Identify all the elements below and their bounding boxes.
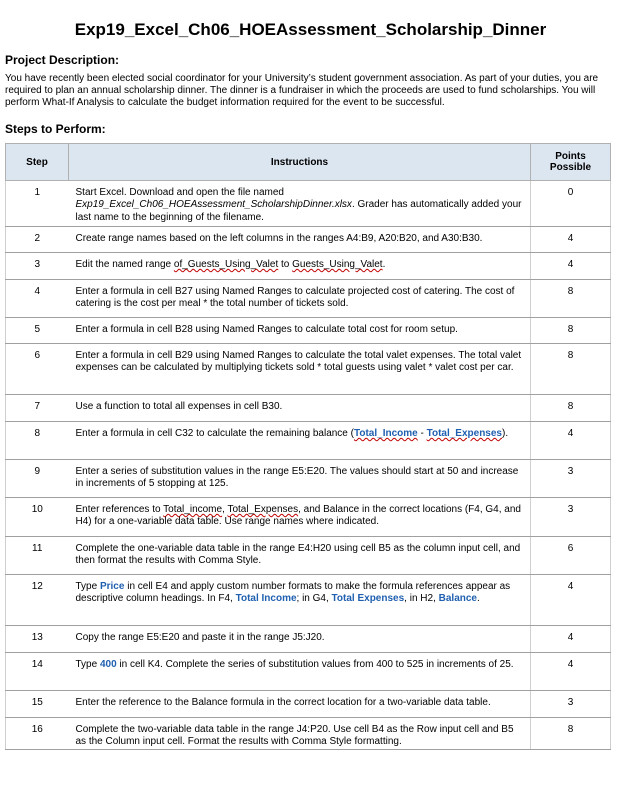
instruction-fragment: Edit the named range [75,259,174,270]
instruction-text [69,653,531,691]
table-row [6,575,611,626]
table-row [6,653,611,691]
instruction-text [69,691,531,718]
instruction-text [69,344,531,395]
instruction-text [69,575,531,626]
instruction-text [69,626,531,653]
points-value: 6 [531,537,611,575]
instruction-fragment: , and Balance in the correct locations (F4, G4, and H4) for a one-variable data table. Use range names where indicated. [75,504,521,528]
instruction-fragment: Enter a formula in cell B29 using Named Ranges to calculate the total valet expenses. The total valet expenses can be calculated by multiplying tickets sold * total guests using valet * valet cost per car. [75,350,522,374]
step-number: 2 [6,227,69,253]
points-value: 3 [531,691,611,718]
table-row [6,318,611,344]
instruction-fragment: Balance [438,593,477,605]
table-row [6,344,611,395]
step-number: 1 [6,181,69,227]
instruction-fragment: Complete the one-variable data table in the range E4:H20 using cell B5 as the column input cell, and then format the results with Comma Style. [75,543,521,567]
instruction-fragment: Total_Income [353,428,418,439]
instruction-fragment: Price [99,581,125,592]
steps-heading: Steps to Perform: [5,122,106,136]
instruction-fragment: Use a function to total all expenses in cell B30. [75,401,283,412]
points-value: 8 [531,344,611,395]
header-points: Points Possible [531,144,611,181]
instruction-fragment: Enter a formula in cell B28 using Named Ranges to calculate total cost for room setup. [75,324,458,335]
points-value: 8 [531,395,611,422]
step-number: 7 [6,395,69,422]
instruction-text [69,460,531,498]
instruction-text [69,253,531,280]
points-value: 4 [531,422,611,460]
step-number: 16 [6,718,69,750]
step-number: 9 [6,460,69,498]
points-value: 3 [531,498,611,537]
instruction-text [69,280,531,318]
instruction-fragment: to [278,259,293,270]
table-row [6,253,611,280]
header-instructions: Instructions [69,144,531,181]
instruction-text [69,395,531,422]
instruction-fragment: - [417,428,427,439]
instruction-fragment: Enter the reference to the Balance formula in the correct location for a two-variable data table. [75,697,491,708]
instruction-fragment: . [382,259,386,270]
step-number: 3 [6,253,69,280]
header-step: Step [6,144,69,181]
instruction-fragment: in cell K4. Complete the series of substitution values from 400 to 525 in increments of 25. [116,659,514,670]
step-number: 15 [6,691,69,718]
step-number: 13 [6,626,69,653]
instruction-fragment: Enter a formula in cell C32 to calculate the remaining balance ( [75,428,354,439]
instruction-fragment: Complete the two-variable data table in the range J4:P20. Use cell B4 as the Row input cell and B5 as the Column input cell. Format the results with Comma Style formatting. [75,724,514,748]
points-value: 4 [531,575,611,626]
step-number: 5 [6,318,69,344]
table-header-row [6,144,611,181]
instruction-fragment: Create range names based on the left columns in the ranges A4:B9, A20:B20, and A30:B30. [75,233,483,244]
instruction-fragment: , in H2, [404,593,439,605]
step-number: 11 [6,537,69,575]
instruction-fragment: , [222,504,228,515]
instruction-text [69,318,531,344]
project-description-heading: Project Description: [5,53,120,67]
instruction-fragment: Total Income [235,593,297,605]
instruction-fragment: Total_Expenses [426,428,502,439]
table-row [6,280,611,318]
points-value: 4 [531,626,611,653]
instruction-text [69,422,531,460]
step-number: 14 [6,653,69,691]
instruction-fragment: Total Expenses [331,593,405,605]
instruction-fragment: Start Excel. Download and open the file named [75,187,284,198]
points-value: 4 [531,253,611,280]
instruction-fragment: Enter a series of substitution values in the range E5:E20. The values should start at 50 and increase in increments of 5 stopping at 125. [75,466,519,490]
project-description: You have recently been elected social coordinator for your University’s student government association. As part of your duties, you are required to plan an annual scholarship dinner. The dinner is a fundraiser in which the proceeds are used to fund scholarships. You will perform What-If Analysis to calculate the budget information required for the event to be successful. [5,73,599,108]
instruction-fragment: Copy the range E5:E20 and paste it in the range J5:J20. [75,632,325,643]
instruction-fragment: Type [75,581,100,592]
instruction-text [69,227,531,253]
points-value: 8 [531,718,611,750]
points-value: 4 [531,653,611,691]
instruction-text [69,498,531,537]
table-row [6,227,611,253]
document-title: Exp19_Excel_Ch06_HOEAssessment_Scholarship_Dinner [74,20,547,39]
instruction-text [69,537,531,575]
points-value: 3 [531,460,611,498]
table-row [6,537,611,575]
instruction-fragment: . Grader has automatically added your last name to the beginning of the filename. [75,199,522,223]
instruction-fragment: Exp19_Excel_Ch06_HOEAssessment_ScholarshipDinner.xlsx [75,199,352,211]
table-body [6,181,611,750]
instruction-fragment: Guests_Using_Valet [292,259,383,270]
instruction-fragment: ). [502,428,509,439]
table-row [6,181,611,227]
instruction-fragment: in cell E4 and apply custom number formats to make the formula references appear as descriptive column headings. In F4, [75,581,511,605]
step-number: 4 [6,280,69,318]
instruction-fragment: Enter a formula in cell B27 using Named Ranges to calculate projected cost of catering. The cost of catering is the cost per meal * the total number of tickets sold. [75,286,515,310]
points-value: 8 [531,280,611,318]
instruction-fragment: 400 [99,659,117,670]
table-row [6,460,611,498]
instruction-text [69,181,531,227]
instruction-fragment: of_Guests_Using_Valet [173,259,279,270]
step-number: 6 [6,344,69,395]
step-number: 12 [6,575,69,626]
instruction-fragment: Enter references to [75,504,164,515]
table-row [6,422,611,460]
step-number: 10 [6,498,69,537]
table-row [6,395,611,422]
instruction-fragment: Total_income [163,504,223,515]
points-value: 8 [531,318,611,344]
table-row [6,718,611,750]
instruction-fragment: Total_Expenses [227,504,299,515]
table-row [6,691,611,718]
table-row [6,498,611,537]
instruction-fragment: Type [75,659,100,670]
points-value: 4 [531,227,611,253]
instruction-fragment: . [477,593,480,605]
instruction-text [69,718,531,750]
instruction-fragment: ; in G4, [296,593,332,605]
steps-table [5,143,611,750]
table-row [6,626,611,653]
step-number: 8 [6,422,69,460]
points-value: 0 [531,181,611,227]
